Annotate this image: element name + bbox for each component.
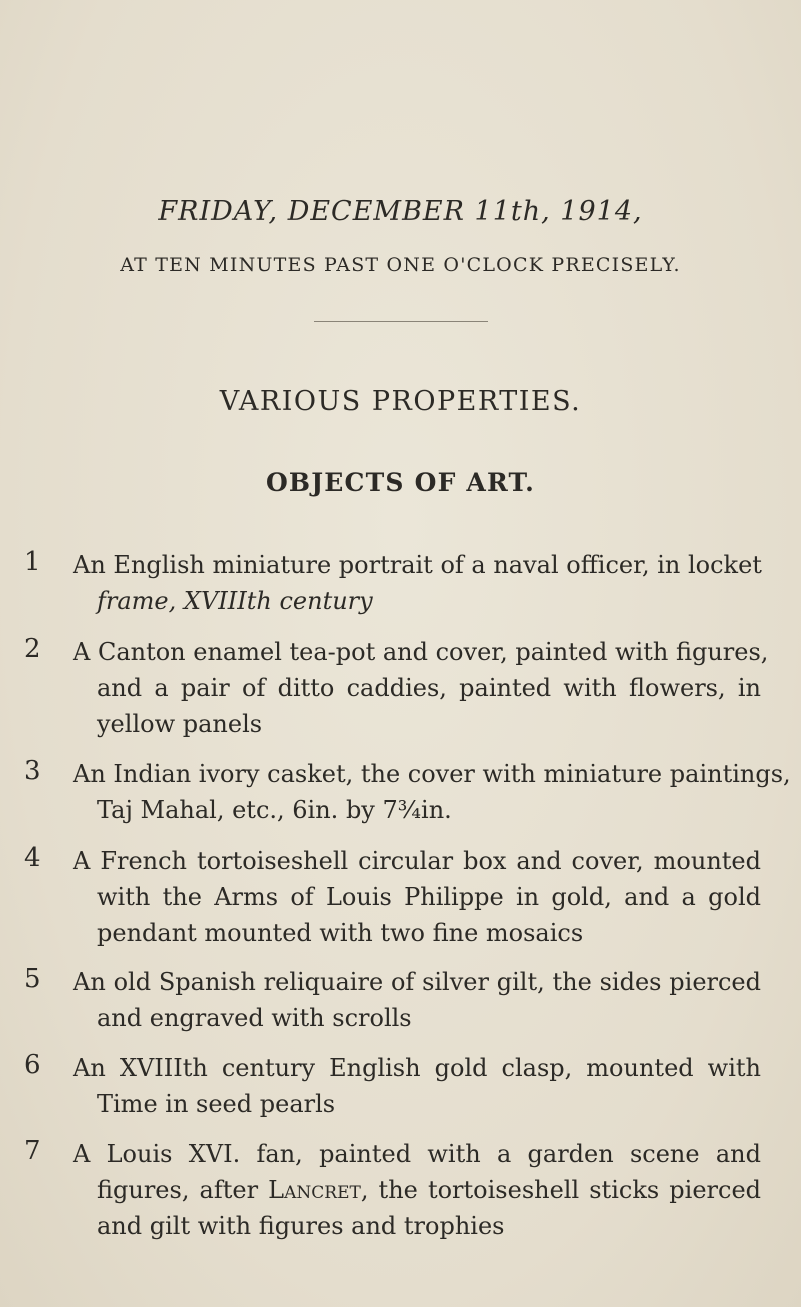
lot-line: and a pair of ditto caddies, painted with flowers, in	[97, 674, 761, 702]
lot-number: 1	[24, 547, 41, 577]
lot-number: 6	[24, 1050, 41, 1080]
lot-number: 4	[24, 843, 41, 873]
lot-line: yellow panels	[97, 710, 263, 738]
lot-number: 7	[24, 1136, 41, 1166]
lot-line: Time in seed pearls	[97, 1090, 336, 1118]
lot-description	[73, 964, 761, 1036]
lot-line: and gilt with figures and trophies	[97, 1212, 505, 1240]
lot-description	[73, 756, 791, 828]
lot-description	[73, 634, 769, 742]
lot-line: An English miniature portrait of a naval officer, in locket	[73, 551, 762, 579]
lot-number: 3	[24, 756, 41, 786]
sale-date-line: FRIDAY, DECEMBER 11th, 1914,	[158, 196, 643, 227]
section-subheading: OBJECTS OF ART.	[265, 468, 536, 497]
lot-number: 5	[24, 964, 41, 994]
section-heading: VARIOUS PROPERTIES.	[219, 386, 582, 417]
lot-description	[73, 1050, 761, 1122]
sale-time-line: AT TEN MINUTES PAST ONE O'CLOCK PRECISELY.	[120, 254, 681, 276]
lot-description	[73, 843, 761, 951]
lot-line: frame, XVIIIth century	[97, 587, 373, 615]
lot-line: figures, after Lancret, the tortoiseshell sticks pierced	[97, 1176, 762, 1204]
lot-line: and engraved with scrolls	[97, 1004, 412, 1032]
lot-line: An Indian ivory casket, the cover with miniature paintings,	[73, 760, 791, 788]
lot-line: A Canton enamel tea-pot and cover, painted with figures,	[73, 638, 769, 666]
lot-line: An old Spanish reliquaire of silver gilt, the sides pierced	[73, 968, 761, 996]
lot-line: A Louis XVI. fan, painted with a garden scene and	[73, 1140, 761, 1168]
lot-description	[73, 547, 761, 619]
lot-line: pendant mounted with two fine mosaics	[97, 919, 584, 947]
lot-line: with the Arms of Louis Philippe in gold, and a gold	[97, 883, 761, 911]
lot-number: 2	[24, 634, 41, 664]
lot-description	[73, 1136, 761, 1244]
divider-rule	[314, 321, 488, 322]
lot-line: Taj Mahal, etc., 6in. by 7¾in.	[97, 796, 452, 824]
lot-line: A French tortoiseshell circular box and cover, mounted	[73, 847, 761, 875]
lot-line: An XVIIIth century English gold clasp, mounted with	[73, 1054, 761, 1082]
